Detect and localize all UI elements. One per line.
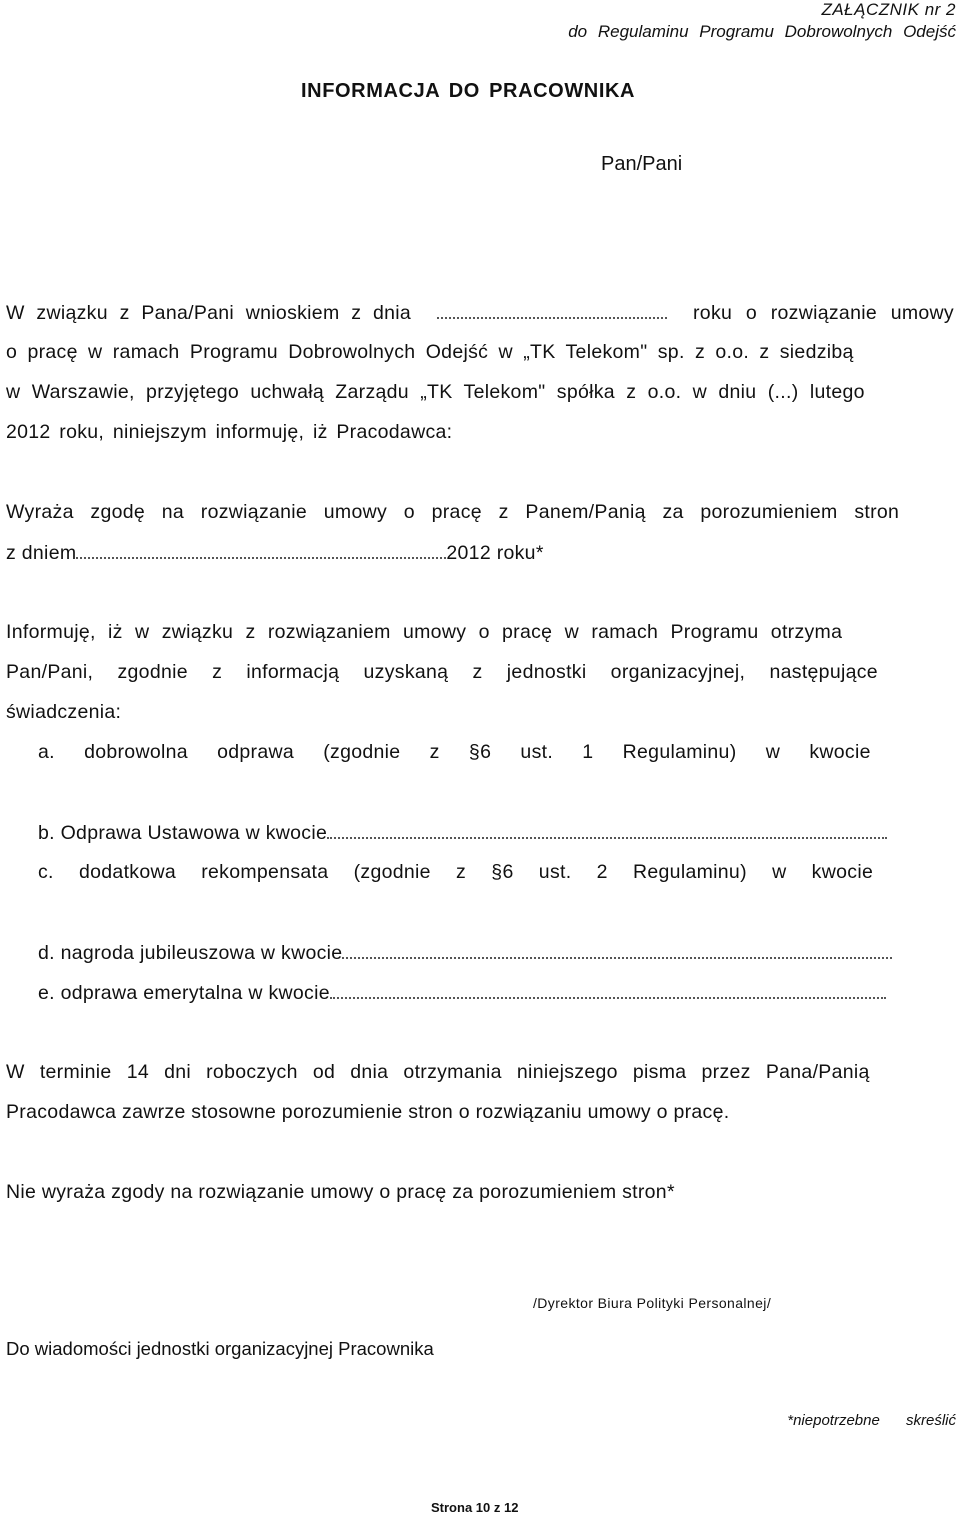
benefit-e-amount[interactable] — [330, 981, 886, 999]
consent-date-label: z dniem — [6, 542, 77, 564]
benefits-line-2: Pan/Pani, zgodnie z informacją uzyskaną z jednostki organizacyjnej, następujące — [6, 661, 878, 683]
benefit-b-amount[interactable] — [327, 821, 887, 839]
benefit-d-label: d. nagroda jubileuszowa w kwocie — [38, 942, 343, 964]
terms-line-1: W terminie 14 dni roboczych od dnia otrzymania niniejszego pisma przez Pana/Panią — [6, 1061, 870, 1083]
refusal-option: Nie wyraża zgody na rozwiązanie umowy o pracę za porozumieniem stron* — [6, 1181, 675, 1203]
attachment-label: ZAŁĄCZNIK nr 2 — [821, 0, 956, 19]
benefit-d-amount[interactable] — [342, 941, 892, 959]
benefit-e — [38, 981, 886, 1005]
benefit-b-label: b. Odprawa Ustawowa w kwocie — [38, 822, 328, 844]
benefit-b — [38, 821, 887, 845]
intro-line-1-start: W związku z Pana/Pani wnioskiem z dnia — [6, 302, 412, 324]
signature-label: /Dyrektor Biura Polityki Personalnej/ — [533, 1295, 772, 1311]
consent-date-blank[interactable] — [76, 541, 446, 559]
intro-line-2: o pracę w ramach Programu Dobrowolnych Odejść w „TK Telekom" sp. z o.o. z siedzibą — [6, 341, 854, 363]
document-title: INFORMACJA DO PRACOWNIKA — [301, 80, 636, 102]
benefit-e-label: e. odprawa emerytalna w kwocie — [38, 982, 330, 1004]
benefits-line-1: Informuję, iż w związku z rozwiązaniem umowy o pracę w ramach Programu otrzyma — [6, 621, 843, 643]
footnote: *niepotrzebne skreślić — [787, 1412, 956, 1429]
consent-line-2 — [6, 541, 544, 565]
intro-line-1-end: roku o rozwiązanie umowy — [693, 302, 954, 324]
benefit-c: c. dodatkowa rekompensata (zgodnie z §6 ust. 2 Regulaminu) w kwocie — [38, 861, 874, 883]
benefits-line-3: świadczenia: — [6, 701, 122, 723]
regulation-reference: do Regulaminu Programu Dobrowolnych Odejść — [568, 22, 956, 41]
consent-year: 2012 roku* — [446, 542, 544, 564]
intro-line-1 — [6, 301, 954, 325]
consent-line-1: Wyraża zgodę na rozwiązanie umowy o pracę z Panem/Panią za porozumieniem stron — [6, 501, 900, 523]
intro-line-3: w Warszawie, przyjętego uchwałą Zarządu „TK Telekom" spółka z o.o. w dniu (...) lutego — [6, 381, 865, 403]
intro-line-4: 2012 roku, niniejszym informuję, iż Pracodawca: — [6, 421, 453, 443]
benefit-d — [38, 941, 892, 965]
benefit-a: a. dobrowolna odprawa (zgodnie z §6 ust. 1 Regulaminu) w kwocie — [38, 741, 871, 763]
salutation: Pan/Pani — [601, 153, 683, 175]
terms-line-2: Pracodawca zawrze stosowne porozumienie stron o rozwiązaniu umowy o pracę. — [6, 1101, 730, 1123]
date-blank[interactable] — [437, 301, 667, 319]
cc-note: Do wiadomości jednostki organizacyjnej Pracownika — [6, 1338, 434, 1359]
page-number: Strona 10 z 12 — [431, 1500, 519, 1515]
